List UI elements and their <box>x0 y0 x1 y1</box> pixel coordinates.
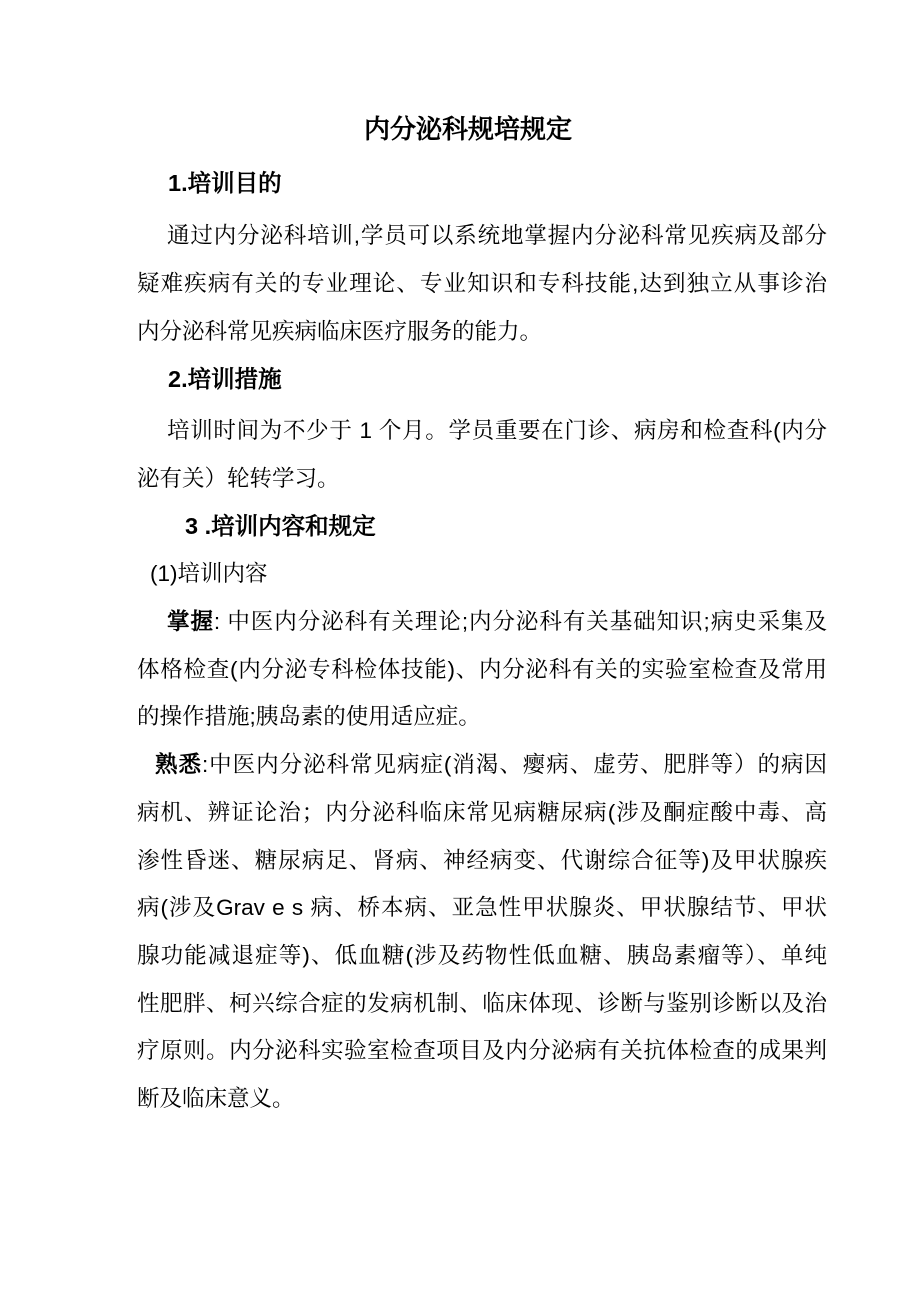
term-familiar: 熟悉 <box>155 752 202 778</box>
paragraph-familiar-line-7: 疗原则。内分泌科实验室检查项目及内分泌病有关抗体检查的成果判 <box>137 1038 827 1064</box>
paragraph-familiar-line-5: 腺功能减退症等)、低血糖(涉及药物性低血糖、胰岛素瘤等）、单纯 <box>137 942 827 968</box>
paragraph-master-line-2: 体格检查(内分泌专科检体技能)、内分泌科有关的实验室检查及常用 <box>137 656 827 682</box>
paragraph-familiar-line-6: 性肥胖、柯兴综合症的发病机制、临床体现、诊断与鉴别诊断以及治 <box>137 990 827 1016</box>
paragraph-measures-line-2: 泌有关）轮转学习。 <box>137 465 340 491</box>
section-heading-training-content: 3 .培训内容和规定 <box>185 512 376 539</box>
paragraph-purpose-line-1: 通过内分泌科培训,学员可以系统地掌握内分泌科常见疾病及部分 <box>167 223 827 249</box>
paragraph-measures-line-1: 培训时间为不少于 1 个月。学员重要在门诊、病房和检查科(内分 <box>167 418 827 444</box>
paragraph-master-line-3: 的操作措施;胰岛素的使用适应症。 <box>137 704 481 730</box>
paragraph-purpose-line-3: 内分泌科常见疾病临床医疗服务的能力。 <box>137 318 543 344</box>
paragraph-master-line-1 <box>137 598 827 646</box>
subheading-training-content: (1)培训内容 <box>150 561 268 587</box>
paragraph-familiar-line-1-text: :中医内分泌科常见病症(消渴、瘿病、虚劳、肥胖等）的病因 <box>201 752 827 778</box>
paragraph-familiar-line-2: 病机、辨证论治；内分泌科临床常见病糖尿病(涉及酮症酸中毒、高 <box>137 799 827 825</box>
paragraph-familiar-line-4: 病(涉及Grav e s 病、桥本病、亚急性甲状腺炎、甲状腺结节、甲状 <box>137 895 827 921</box>
paragraph-purpose-line-2: 疑难疾病有关的专业理论、专业知识和专科技能,达到独立从事诊治 <box>137 271 827 297</box>
document-title: 内分泌科规培规定 <box>363 114 572 144</box>
section-heading-training-purpose: 1.培训目的 <box>168 169 282 196</box>
paragraph-familiar-line-8: 断及临床意义。 <box>137 1086 295 1112</box>
section-heading-training-measures: 2.培训措施 <box>168 365 282 392</box>
term-master: 掌握 <box>167 609 214 635</box>
paragraph-familiar-line-1 <box>137 741 827 789</box>
paragraph-master-line-1-text: : 中医内分泌科有关理论;内分泌科有关基础知识;病史采集及 <box>213 609 827 635</box>
paragraph-familiar-line-3: 渗性昏迷、糖尿病足、肾病、神经病变、代谢综合征等)及甲状腺疾 <box>137 847 827 873</box>
